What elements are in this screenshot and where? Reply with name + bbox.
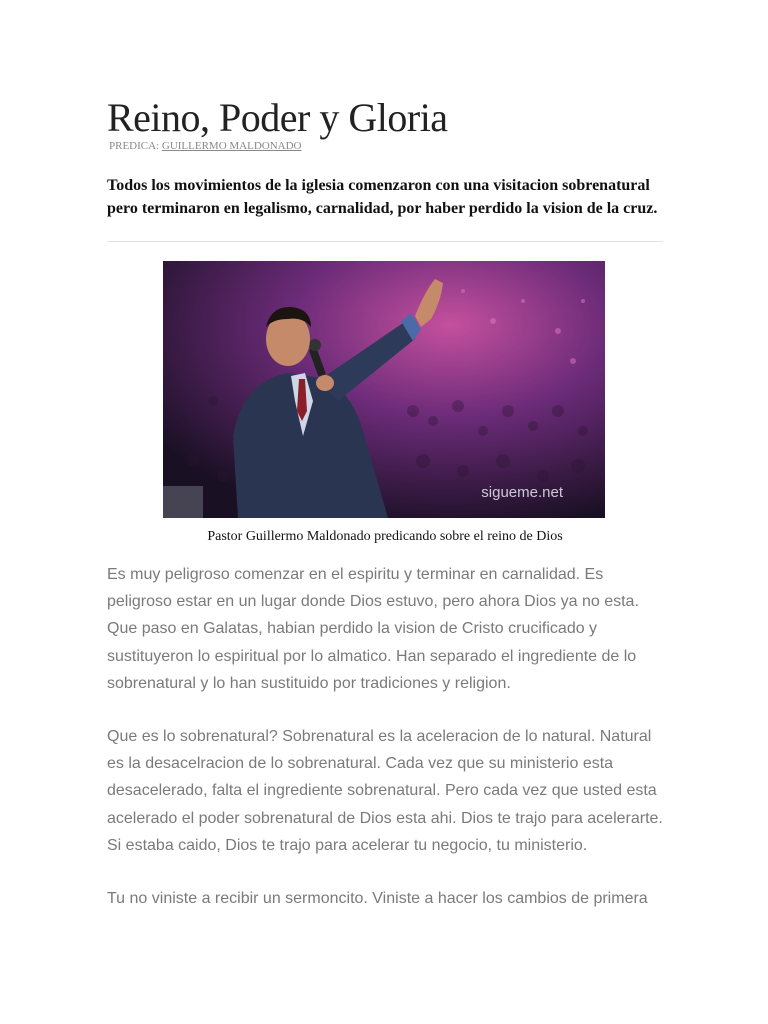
byline	[109, 139, 302, 153]
paragraph-3: Tu no viniste a recibir un sermoncito. Viniste a hacer los cambios de primera	[107, 890, 648, 907]
article-lead: Todos los movimientos de la iglesia comenzaron con una visitacion sobrenatural pero terminaron en legalismo, carnalidad, por haber perdido la vision de la cruz.	[107, 177, 658, 217]
article-photo	[163, 261, 605, 518]
paragraph-1: Es muy peligroso comenzar en el espiritu y terminar en carnalidad. Es peligroso estar en un lugar donde Dios estuvo, pero ahora Dios ya no esta. Que paso en Galatas, habian perdido la vision de Cristo crucificado y sustituyeron lo espiritual por lo almatico. Han separado el ingrediente de lo sobrenatural y lo han sustituido por tradiciones y religion.	[107, 566, 639, 692]
divider	[107, 241, 663, 242]
paragraph-2: Que es lo sobrenatural? Sobrenatural es la aceleracion de lo natural. Natural es la desacelracion de lo sobrenatural. Cada vez que su ministerio esta desacelerado, falta el ingrediente sobrenatural. Pero cada vez que usted esta acelerado el poder sobrenatural de Dios esta ahi. Dios te trajo para acelerarte. Si estaba caido, Dios te trajo para acelerar tu negocio, tu ministerio.	[107, 728, 663, 854]
article-title: Reino, Poder y Gloria	[107, 95, 448, 140]
byline-prefix: PREDICA:	[109, 140, 160, 152]
photo-caption: Pastor Guillermo Maldonado predicando sobre el reino de Dios	[207, 529, 563, 544]
preacher-illustration	[163, 261, 605, 518]
photo-watermark: sigueme.net	[481, 484, 563, 501]
author-link[interactable]: GUILLERMO MALDONADO	[161, 140, 302, 152]
